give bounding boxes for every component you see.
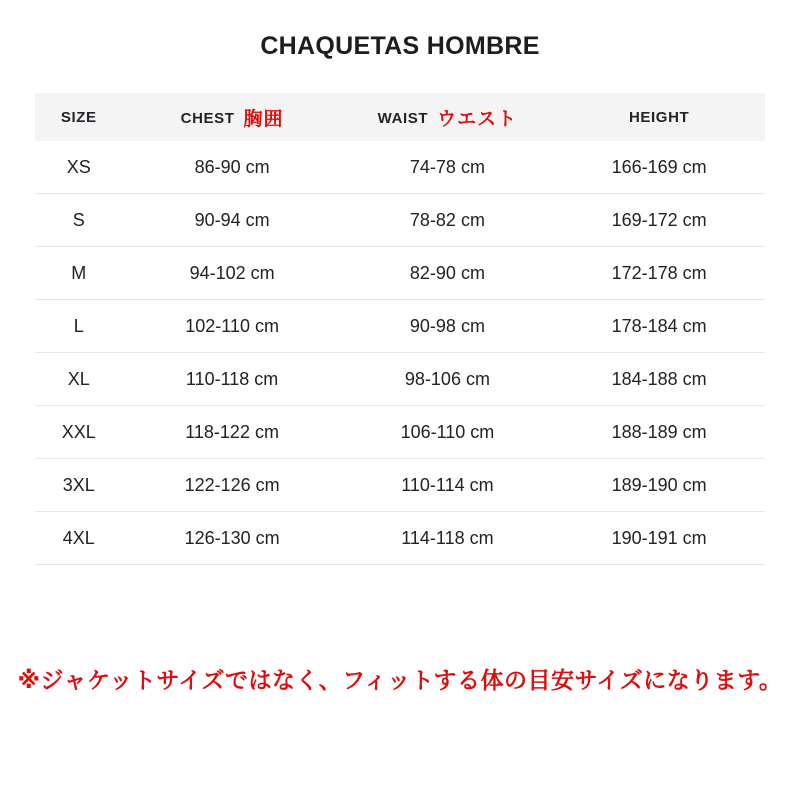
- cell-chest: 118-122 cm: [123, 406, 342, 459]
- header-waist-label: WAIST: [377, 109, 429, 127]
- cell-height: 189-190 cm: [553, 459, 765, 512]
- fit-note: ※ジャケットサイズではなく、フィットする体の目安サイズになります。: [17, 667, 783, 693]
- header-height: [553, 93, 765, 141]
- cell-size: XL: [35, 353, 123, 406]
- header-chest: [123, 93, 342, 141]
- table-row: [35, 194, 765, 247]
- cell-chest: 102-110 cm: [123, 300, 342, 353]
- cell-height: 190-191 cm: [553, 512, 765, 565]
- table-row: [35, 353, 765, 406]
- table-row: [35, 406, 765, 459]
- header-size-label: SIZE: [60, 108, 97, 126]
- cell-waist: 110-114 cm: [342, 459, 554, 512]
- cell-chest: 90-94 cm: [123, 194, 342, 247]
- cell-size: M: [35, 247, 123, 300]
- header-height-label: HEIGHT: [629, 108, 690, 126]
- cell-height: 178-184 cm: [553, 300, 765, 353]
- cell-size: XXL: [35, 406, 123, 459]
- cell-height: 188-189 cm: [553, 406, 765, 459]
- table-row: [35, 512, 765, 565]
- header-size: [35, 93, 123, 141]
- table-row: [35, 459, 765, 512]
- cell-waist: 90-98 cm: [342, 300, 554, 353]
- cell-chest: 122-126 cm: [123, 459, 342, 512]
- cell-size: XS: [35, 141, 123, 194]
- table-header-row: [35, 93, 765, 141]
- header-waist-jp-label: ウエスト: [437, 108, 518, 130]
- cell-size: 4XL: [35, 512, 123, 565]
- cell-waist: 114-118 cm: [342, 512, 554, 565]
- table-row: [35, 141, 765, 194]
- table-row: [35, 300, 765, 353]
- cell-waist: 98-106 cm: [342, 353, 554, 406]
- table-row: [35, 247, 765, 300]
- cell-waist: 78-82 cm: [342, 194, 554, 247]
- cell-chest: 94-102 cm: [123, 247, 342, 300]
- page-title: CHAQUETAS HOMBRE: [260, 32, 540, 60]
- header-waist: [342, 93, 554, 141]
- cell-chest: 126-130 cm: [123, 512, 342, 565]
- size-table-container: [35, 93, 765, 565]
- cell-waist: 82-90 cm: [342, 247, 554, 300]
- cell-height: 184-188 cm: [553, 353, 765, 406]
- cell-height: 172-178 cm: [553, 247, 765, 300]
- cell-waist: 106-110 cm: [342, 406, 554, 459]
- header-chest-jp-label: 胸囲: [243, 108, 284, 130]
- cell-chest: 110-118 cm: [123, 353, 342, 406]
- cell-height: 166-169 cm: [553, 141, 765, 194]
- cell-size: 3XL: [35, 459, 123, 512]
- size-table: [35, 93, 765, 565]
- cell-waist: 74-78 cm: [342, 141, 554, 194]
- header-chest-label: CHEST: [180, 109, 235, 127]
- cell-size: L: [35, 300, 123, 353]
- cell-size: S: [35, 194, 123, 247]
- cell-chest: 86-90 cm: [123, 141, 342, 194]
- cell-height: 169-172 cm: [553, 194, 765, 247]
